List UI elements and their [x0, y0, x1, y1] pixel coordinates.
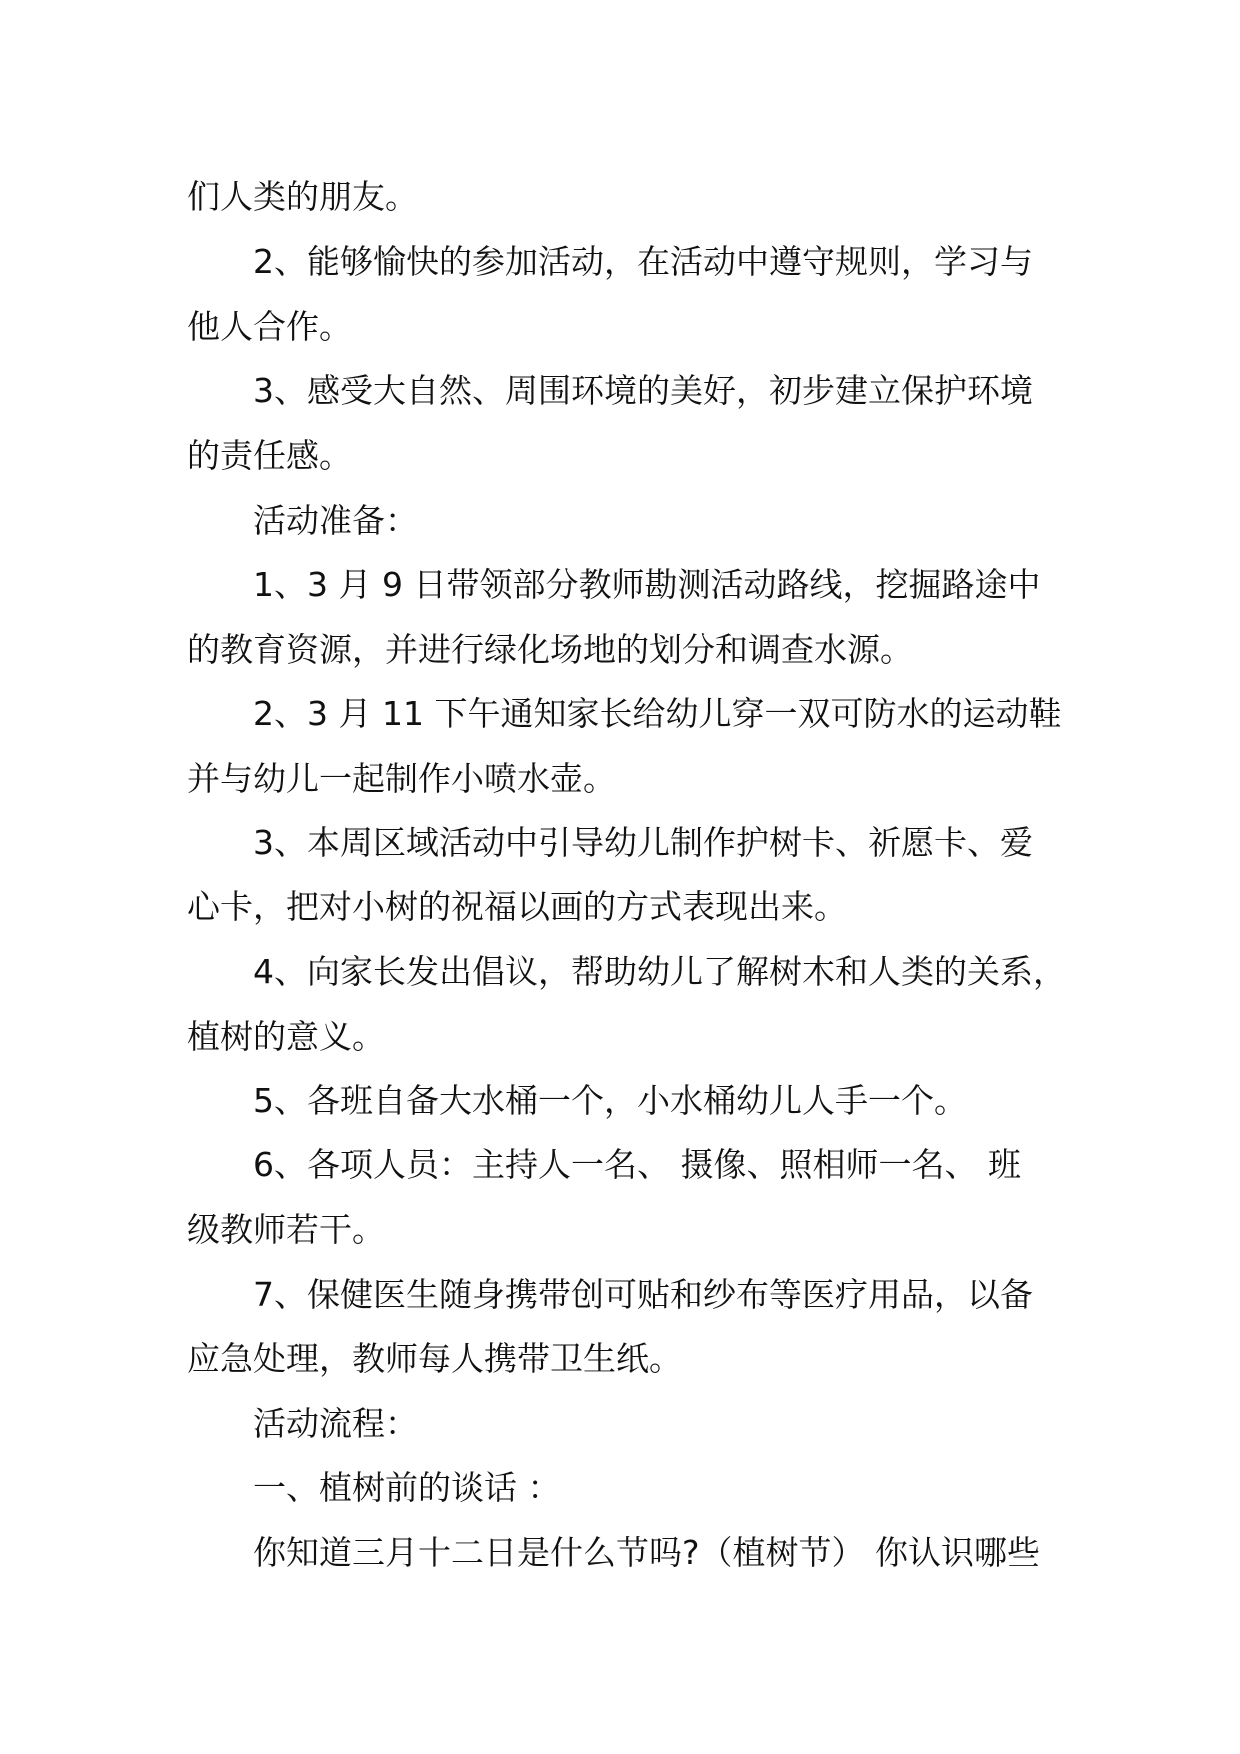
- text-line: 2、能够愉快的参加活动，在活动中遵守规则，学习与: [253, 242, 1033, 281]
- text-line: 7、保健医生随身携带创可贴和纱布等医疗用品，以备: [253, 1275, 1033, 1314]
- text-line: 并与幼儿一起制作小喷水壶。: [187, 759, 616, 798]
- text-line: 5、各班自备大水桶一个，小水桶幼儿人手一个。: [253, 1081, 967, 1120]
- text-line: 的责任感。: [187, 436, 352, 475]
- subsection-heading: 一、植树前的谈话 ：: [253, 1468, 561, 1507]
- text-line: 们人类的朋友。: [187, 177, 418, 216]
- text-line: 级教师若干。: [187, 1210, 385, 1249]
- text-line: 心卡，把对小树的祝福以画的方式表现出来。: [187, 887, 847, 926]
- text-line: 4、向家长发出倡议，帮助幼儿了解树木和人类的关系，: [253, 952, 1066, 991]
- text-line: 你知道三月十二日是什么节吗?（植树节） 你认识哪些: [253, 1533, 1041, 1572]
- text-line: 2、3 月 11 下午通知家长给幼儿穿一双可防水的运动鞋: [253, 694, 1062, 733]
- text-line: 6、各项人员：主持人一名、 摄像、照相师一名、 班: [253, 1145, 1021, 1184]
- text-line: 1、3 月 9 日带领部分教师勘测活动路线，挖掘路途中: [253, 565, 1041, 604]
- section-heading: 活动准备：: [253, 501, 418, 540]
- text-line: 他人合作。: [187, 307, 352, 346]
- text-line: 的教育资源，并进行绿化场地的划分和调查水源。: [187, 630, 913, 669]
- text-line: 应急处理，教师每人携带卫生纸。: [187, 1339, 682, 1378]
- text-line: 3、感受大自然、周围环境的美好，初步建立保护环境: [253, 371, 1033, 410]
- text-line: 3、本周区域活动中引导幼儿制作护树卡、祈愿卡、爱: [253, 823, 1033, 862]
- text-line: 植树的意义。: [187, 1017, 385, 1056]
- section-heading: 活动流程：: [253, 1404, 418, 1443]
